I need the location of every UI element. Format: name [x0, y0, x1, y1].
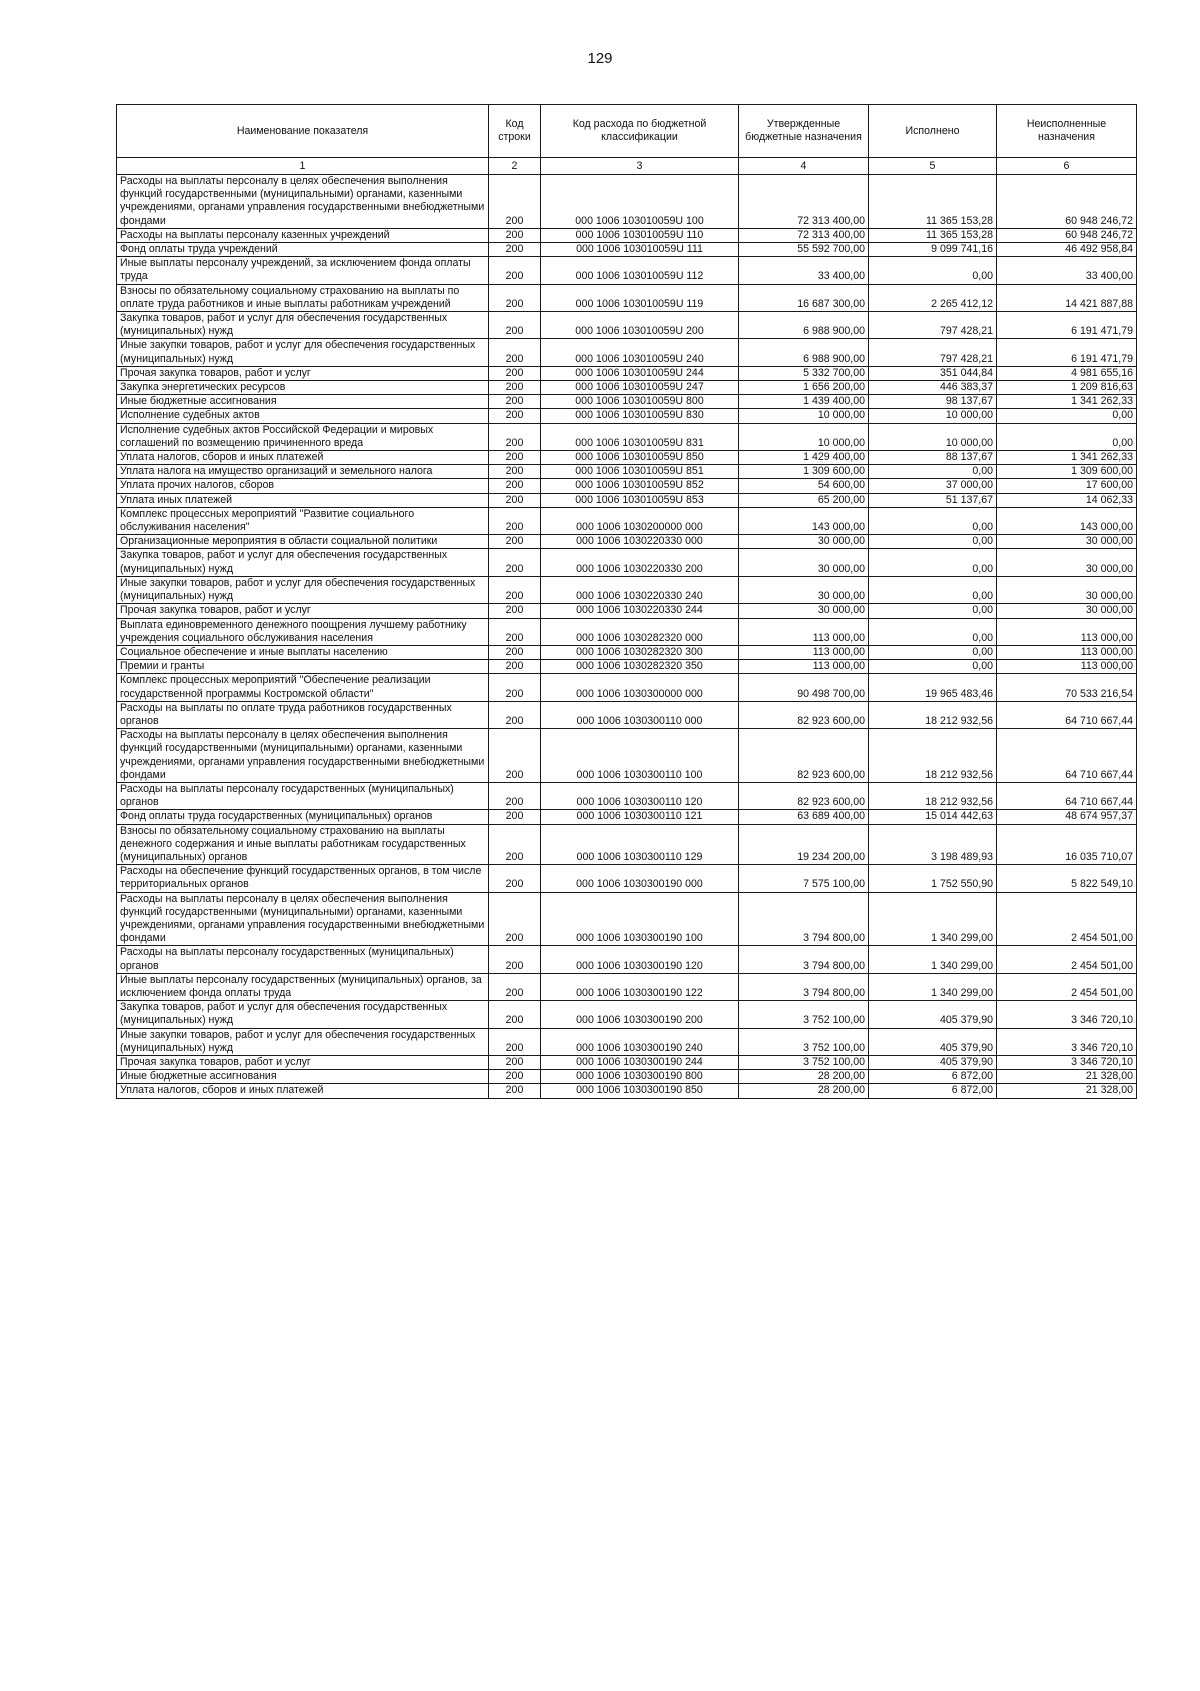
budget-classification-code: 000 1006 103010059U 100 [541, 175, 739, 229]
indicator-name: Фонд оплаты труда государственных (муниципальных) органов [117, 810, 489, 824]
table-row [117, 257, 1137, 284]
unexecuted-amount: 64 710 667,44 [997, 782, 1137, 809]
approved-amount: 143 000,00 [739, 507, 869, 534]
indicator-name: Уплата иных платежей [117, 493, 489, 507]
approved-amount: 10 000,00 [739, 423, 869, 450]
approved-amount: 3 752 100,00 [739, 1001, 869, 1028]
line-code: 200 [489, 423, 541, 450]
table-row [117, 535, 1137, 549]
line-code: 200 [489, 865, 541, 892]
budget-classification-code: 000 1006 1030300190 122 [541, 973, 739, 1000]
indicator-name: Прочая закупка товаров, работ и услуг [117, 604, 489, 618]
line-code: 200 [489, 339, 541, 366]
line-code: 200 [489, 1084, 541, 1098]
budget-classification-code: 000 1006 103010059U 800 [541, 395, 739, 409]
executed-amount: 6 872,00 [869, 1070, 997, 1084]
executed-amount: 405 379,90 [869, 1001, 997, 1028]
table-row [117, 1056, 1137, 1070]
budget-classification-code: 000 1006 103010059U 853 [541, 493, 739, 507]
table-row [117, 810, 1137, 824]
unexecuted-amount: 30 000,00 [997, 535, 1137, 549]
approved-amount: 113 000,00 [739, 645, 869, 659]
column-header-approved: Утвержденные бюджетные назначения [739, 105, 869, 158]
executed-amount: 797 428,21 [869, 339, 997, 366]
approved-amount: 65 200,00 [739, 493, 869, 507]
indicator-name: Прочая закупка товаров, работ и услуг [117, 366, 489, 380]
indicator-name: Взносы по обязательному социальному страхованию на выплаты по оплате труда работников и иные выплаты работникам учреждений [117, 284, 489, 311]
budget-classification-code: 000 1006 1030300190 244 [541, 1056, 739, 1070]
budget-classification-code: 000 1006 1030220330 000 [541, 535, 739, 549]
executed-amount: 18 212 932,56 [869, 701, 997, 728]
table-row [117, 243, 1137, 257]
approved-amount: 72 313 400,00 [739, 228, 869, 242]
indicator-name: Уплата налога на имущество организаций и земельного налога [117, 465, 489, 479]
budget-classification-code: 000 1006 1030220330 200 [541, 549, 739, 576]
line-code: 200 [489, 660, 541, 674]
unexecuted-amount: 2 454 501,00 [997, 973, 1137, 1000]
indicator-name: Иные закупки товаров, работ и услуг для обеспечения государственных (муниципальных) нужд [117, 1028, 489, 1055]
approved-amount: 1 439 400,00 [739, 395, 869, 409]
budget-classification-code: 000 1006 103010059U 851 [541, 465, 739, 479]
indicator-name: Расходы на выплаты по оплате труда работников государственных органов [117, 701, 489, 728]
approved-amount: 72 313 400,00 [739, 175, 869, 229]
executed-amount: 10 000,00 [869, 409, 997, 423]
indicator-name: Расходы на обеспечение функций государственных органов, в том числе территориальных органов [117, 865, 489, 892]
table-row [117, 865, 1137, 892]
table-row [117, 1070, 1137, 1084]
column-number: 3 [541, 158, 739, 175]
approved-amount: 19 234 200,00 [739, 824, 869, 865]
indicator-name: Комплекс процессных мероприятий "Развитие социального обслуживания населения" [117, 507, 489, 534]
table-row [117, 824, 1137, 865]
table-row [117, 381, 1137, 395]
indicator-name: Иные выплаты персоналу государственных (муниципальных) органов, за исключением фонда оплаты труда [117, 973, 489, 1000]
approved-amount: 30 000,00 [739, 576, 869, 603]
approved-amount: 16 687 300,00 [739, 284, 869, 311]
table-row [117, 973, 1137, 1000]
budget-classification-code: 000 1006 103010059U 830 [541, 409, 739, 423]
column-header-code: Код строки [489, 105, 541, 158]
line-code: 200 [489, 782, 541, 809]
approved-amount: 113 000,00 [739, 660, 869, 674]
unexecuted-amount: 5 822 549,10 [997, 865, 1137, 892]
table-row [117, 409, 1137, 423]
unexecuted-amount: 64 710 667,44 [997, 729, 1137, 783]
unexecuted-amount: 0,00 [997, 423, 1137, 450]
unexecuted-amount: 16 035 710,07 [997, 824, 1137, 865]
approved-amount: 6 988 900,00 [739, 339, 869, 366]
table-row [117, 493, 1137, 507]
unexecuted-amount: 113 000,00 [997, 618, 1137, 645]
indicator-name: Расходы на выплаты персоналу в целях обеспечения выполнения функций государственными (муниципальными) органами, казенными учреждениями, органами управления государственными внебюджетными фондами [117, 175, 489, 229]
budget-execution-table [116, 104, 1137, 1099]
indicator-name: Исполнение судебных актов Российской Федерации и мировых соглашений по возмещению причиненного вреда [117, 423, 489, 450]
line-code: 200 [489, 381, 541, 395]
table-row [117, 1084, 1137, 1098]
line-code: 200 [489, 507, 541, 534]
executed-amount: 15 014 442,63 [869, 810, 997, 824]
unexecuted-amount: 46 492 958,84 [997, 243, 1137, 257]
executed-amount: 98 137,67 [869, 395, 997, 409]
budget-classification-code: 000 1006 103010059U 850 [541, 451, 739, 465]
unexecuted-amount: 21 328,00 [997, 1084, 1137, 1098]
table-row [117, 339, 1137, 366]
approved-amount: 1 309 600,00 [739, 465, 869, 479]
column-number-row [117, 158, 1137, 175]
table-row [117, 892, 1137, 946]
approved-amount: 30 000,00 [739, 549, 869, 576]
table-row [117, 284, 1137, 311]
executed-amount: 6 872,00 [869, 1084, 997, 1098]
unexecuted-amount: 1 209 816,63 [997, 381, 1137, 395]
unexecuted-amount: 14 421 887,88 [997, 284, 1137, 311]
indicator-name: Расходы на выплаты персоналу государственных (муниципальных) органов [117, 946, 489, 973]
indicator-name: Организационные мероприятия в области социальной политики [117, 535, 489, 549]
line-code: 200 [489, 892, 541, 946]
indicator-name: Прочая закупка товаров, работ и услуг [117, 1056, 489, 1070]
indicator-name: Иные бюджетные ассигнования [117, 395, 489, 409]
line-code: 200 [489, 1070, 541, 1084]
column-number: 6 [997, 158, 1137, 175]
executed-amount: 0,00 [869, 549, 997, 576]
executed-amount: 797 428,21 [869, 312, 997, 339]
line-code: 200 [489, 395, 541, 409]
line-code: 200 [489, 824, 541, 865]
line-code: 200 [489, 1001, 541, 1028]
unexecuted-amount: 6 191 471,79 [997, 339, 1137, 366]
budget-classification-code: 000 1006 1030300110 000 [541, 701, 739, 728]
table-row [117, 175, 1137, 229]
line-code: 200 [489, 1056, 541, 1070]
line-code: 200 [489, 366, 541, 380]
approved-amount: 1 429 400,00 [739, 451, 869, 465]
budget-classification-code: 000 1006 103010059U 112 [541, 257, 739, 284]
unexecuted-amount: 30 000,00 [997, 576, 1137, 603]
unexecuted-amount: 30 000,00 [997, 604, 1137, 618]
line-code: 200 [489, 549, 541, 576]
indicator-name: Выплата единовременного денежного поощрения лучшему работнику учреждения социального обслуживания населения [117, 618, 489, 645]
approved-amount: 3 794 800,00 [739, 946, 869, 973]
column-number: 2 [489, 158, 541, 175]
table-row [117, 1001, 1137, 1028]
column-number: 1 [117, 158, 489, 175]
approved-amount: 55 592 700,00 [739, 243, 869, 257]
budget-classification-code: 000 1006 1030200000 000 [541, 507, 739, 534]
budget-classification-code: 000 1006 103010059U 200 [541, 312, 739, 339]
approved-amount: 82 923 600,00 [739, 729, 869, 783]
page-number: 129 [587, 50, 613, 67]
indicator-name: Уплата налогов, сборов и иных платежей [117, 1084, 489, 1098]
indicator-name: Расходы на выплаты персоналу государственных (муниципальных) органов [117, 782, 489, 809]
column-number: 5 [869, 158, 997, 175]
table-body [117, 175, 1137, 1099]
line-code: 200 [489, 604, 541, 618]
executed-amount: 0,00 [869, 507, 997, 534]
approved-amount: 82 923 600,00 [739, 701, 869, 728]
line-code: 200 [489, 576, 541, 603]
budget-classification-code: 000 1006 103010059U 240 [541, 339, 739, 366]
line-code: 200 [489, 729, 541, 783]
executed-amount: 2 265 412,12 [869, 284, 997, 311]
indicator-name: Иные выплаты персоналу учреждений, за исключением фонда оплаты труда [117, 257, 489, 284]
table-row [117, 465, 1137, 479]
unexecuted-amount: 60 948 246,72 [997, 175, 1137, 229]
approved-amount: 5 332 700,00 [739, 366, 869, 380]
header-row [117, 105, 1137, 158]
table-row [117, 701, 1137, 728]
budget-classification-code: 000 1006 103010059U 119 [541, 284, 739, 311]
budget-classification-code: 000 1006 1030300190 200 [541, 1001, 739, 1028]
indicator-name: Исполнение судебных актов [117, 409, 489, 423]
table-row [117, 423, 1137, 450]
budget-classification-code: 000 1006 1030300190 100 [541, 892, 739, 946]
line-code: 200 [489, 479, 541, 493]
budget-classification-code: 000 1006 1030300110 100 [541, 729, 739, 783]
approved-amount: 63 689 400,00 [739, 810, 869, 824]
column-header-unexecuted: Неисполненные назначения [997, 105, 1137, 158]
unexecuted-amount: 113 000,00 [997, 660, 1137, 674]
line-code: 200 [489, 973, 541, 1000]
table-row [117, 618, 1137, 645]
approved-amount: 30 000,00 [739, 535, 869, 549]
budget-classification-code: 000 1006 1030282320 000 [541, 618, 739, 645]
approved-amount: 30 000,00 [739, 604, 869, 618]
line-code: 200 [489, 465, 541, 479]
line-code: 200 [489, 810, 541, 824]
budget-classification-code: 000 1006 1030300190 850 [541, 1084, 739, 1098]
indicator-name: Фонд оплаты труда учреждений [117, 243, 489, 257]
indicator-name: Закупка товаров, работ и услуг для обеспечения государственных (муниципальных) нужд [117, 312, 489, 339]
unexecuted-amount: 6 191 471,79 [997, 312, 1137, 339]
unexecuted-amount: 30 000,00 [997, 549, 1137, 576]
unexecuted-amount: 3 346 720,10 [997, 1056, 1137, 1070]
indicator-name: Иные закупки товаров, работ и услуг для обеспечения государственных (муниципальных) нужд [117, 339, 489, 366]
budget-classification-code: 000 1006 1030300190 800 [541, 1070, 739, 1084]
unexecuted-amount: 17 600,00 [997, 479, 1137, 493]
unexecuted-amount: 143 000,00 [997, 507, 1137, 534]
indicator-name: Закупка товаров, работ и услуг для обеспечения государственных (муниципальных) нужд [117, 1001, 489, 1028]
budget-classification-code: 000 1006 103010059U 247 [541, 381, 739, 395]
unexecuted-amount: 113 000,00 [997, 645, 1137, 659]
budget-classification-code: 000 1006 1030300000 000 [541, 674, 739, 701]
executed-amount: 405 379,90 [869, 1056, 997, 1070]
table-row [117, 479, 1137, 493]
indicator-name: Расходы на выплаты персоналу в целях обеспечения выполнения функций государственными (муниципальными) органами, казенными учреждениями, органами управления государственными внебюджетными фондами [117, 729, 489, 783]
executed-amount: 10 000,00 [869, 423, 997, 450]
budget-classification-code: 000 1006 103010059U 852 [541, 479, 739, 493]
executed-amount: 0,00 [869, 660, 997, 674]
table-row [117, 395, 1137, 409]
indicator-name: Премии и гранты [117, 660, 489, 674]
budget-classification-code: 000 1006 1030300190 240 [541, 1028, 739, 1055]
unexecuted-amount: 3 346 720,10 [997, 1028, 1137, 1055]
executed-amount: 0,00 [869, 618, 997, 645]
executed-amount: 1 340 299,00 [869, 973, 997, 1000]
unexecuted-amount: 70 533 216,54 [997, 674, 1137, 701]
executed-amount: 0,00 [869, 465, 997, 479]
executed-amount: 0,00 [869, 576, 997, 603]
indicator-name: Закупка энергетических ресурсов [117, 381, 489, 395]
unexecuted-amount: 1 341 262,33 [997, 395, 1137, 409]
table-row [117, 549, 1137, 576]
unexecuted-amount: 2 454 501,00 [997, 946, 1137, 973]
executed-amount: 18 212 932,56 [869, 729, 997, 783]
approved-amount: 28 200,00 [739, 1070, 869, 1084]
table-row [117, 507, 1137, 534]
unexecuted-amount: 14 062,33 [997, 493, 1137, 507]
unexecuted-amount: 0,00 [997, 409, 1137, 423]
column-number: 4 [739, 158, 869, 175]
budget-classification-code: 000 1006 103010059U 244 [541, 366, 739, 380]
unexecuted-amount: 21 328,00 [997, 1070, 1137, 1084]
line-code: 200 [489, 1028, 541, 1055]
executed-amount: 3 198 489,93 [869, 824, 997, 865]
approved-amount: 7 575 100,00 [739, 865, 869, 892]
budget-classification-code: 000 1006 1030220330 244 [541, 604, 739, 618]
executed-amount: 446 383,37 [869, 381, 997, 395]
approved-amount: 82 923 600,00 [739, 782, 869, 809]
column-header-name: Наименование показателя [117, 105, 489, 158]
indicator-name: Социальное обеспечение и иные выплаты населению [117, 645, 489, 659]
executed-amount: 1 340 299,00 [869, 946, 997, 973]
executed-amount: 405 379,90 [869, 1028, 997, 1055]
approved-amount: 1 656 200,00 [739, 381, 869, 395]
line-code: 200 [489, 243, 541, 257]
executed-amount: 0,00 [869, 535, 997, 549]
column-header-executed: Исполнено [869, 105, 997, 158]
approved-amount: 3 752 100,00 [739, 1028, 869, 1055]
unexecuted-amount: 2 454 501,00 [997, 892, 1137, 946]
table-row [117, 729, 1137, 783]
executed-amount: 37 000,00 [869, 479, 997, 493]
line-code: 200 [489, 175, 541, 229]
unexecuted-amount: 1 309 600,00 [997, 465, 1137, 479]
budget-classification-code: 000 1006 1030282320 350 [541, 660, 739, 674]
executed-amount: 0,00 [869, 257, 997, 284]
line-code: 200 [489, 228, 541, 242]
indicator-name: Расходы на выплаты персоналу казенных учреждений [117, 228, 489, 242]
approved-amount: 113 000,00 [739, 618, 869, 645]
line-code: 200 [489, 451, 541, 465]
indicator-name: Комплекс процессных мероприятий "Обеспечение реализации государственной программы Костромской области" [117, 674, 489, 701]
line-code: 200 [489, 409, 541, 423]
line-code: 200 [489, 493, 541, 507]
table-row [117, 604, 1137, 618]
executed-amount: 18 212 932,56 [869, 782, 997, 809]
budget-classification-code: 000 1006 103010059U 831 [541, 423, 739, 450]
executed-amount: 0,00 [869, 645, 997, 659]
approved-amount: 54 600,00 [739, 479, 869, 493]
line-code: 200 [489, 535, 541, 549]
line-code: 200 [489, 618, 541, 645]
table-row [117, 782, 1137, 809]
budget-classification-code: 000 1006 1030300110 121 [541, 810, 739, 824]
executed-amount: 51 137,67 [869, 493, 997, 507]
approved-amount: 3 794 800,00 [739, 892, 869, 946]
table-row [117, 1028, 1137, 1055]
executed-amount: 9 099 741,16 [869, 243, 997, 257]
approved-amount: 6 988 900,00 [739, 312, 869, 339]
budget-classification-code: 000 1006 1030300110 129 [541, 824, 739, 865]
table-row [117, 660, 1137, 674]
approved-amount: 10 000,00 [739, 409, 869, 423]
table-row [117, 576, 1137, 603]
unexecuted-amount: 60 948 246,72 [997, 228, 1137, 242]
budget-classification-code: 000 1006 1030300110 120 [541, 782, 739, 809]
approved-amount: 3 752 100,00 [739, 1056, 869, 1070]
unexecuted-amount: 48 674 957,37 [997, 810, 1137, 824]
executed-amount: 1 752 550,90 [869, 865, 997, 892]
executed-amount: 1 340 299,00 [869, 892, 997, 946]
budget-classification-code: 000 1006 1030282320 300 [541, 645, 739, 659]
line-code: 200 [489, 701, 541, 728]
indicator-name: Иные бюджетные ассигнования [117, 1070, 489, 1084]
line-code: 200 [489, 946, 541, 973]
table-row [117, 366, 1137, 380]
line-code: 200 [489, 645, 541, 659]
approved-amount: 33 400,00 [739, 257, 869, 284]
column-header-budget-code: Код расхода по бюджетной классификации [541, 105, 739, 158]
approved-amount: 28 200,00 [739, 1084, 869, 1098]
budget-classification-code: 000 1006 103010059U 110 [541, 228, 739, 242]
executed-amount: 11 365 153,28 [869, 175, 997, 229]
unexecuted-amount: 33 400,00 [997, 257, 1137, 284]
budget-classification-code: 000 1006 1030220330 240 [541, 576, 739, 603]
executed-amount: 19 965 483,46 [869, 674, 997, 701]
executed-amount: 351 044,84 [869, 366, 997, 380]
executed-amount: 0,00 [869, 604, 997, 618]
table-row [117, 312, 1137, 339]
executed-amount: 88 137,67 [869, 451, 997, 465]
line-code: 200 [489, 257, 541, 284]
budget-classification-code: 000 1006 1030300190 120 [541, 946, 739, 973]
indicator-name: Взносы по обязательному социальному страхованию на выплаты денежного содержания и иные выплаты работникам государственных (муниципальных) органов [117, 824, 489, 865]
unexecuted-amount: 64 710 667,44 [997, 701, 1137, 728]
indicator-name: Расходы на выплаты персоналу в целях обеспечения выполнения функций государственными (муниципальными) органами, казенными учреждениями, органами управления государственными внебюджетными фондами [117, 892, 489, 946]
table-row [117, 451, 1137, 465]
unexecuted-amount: 4 981 655,16 [997, 366, 1137, 380]
budget-classification-code: 000 1006 1030300190 000 [541, 865, 739, 892]
line-code: 200 [489, 674, 541, 701]
indicator-name: Иные закупки товаров, работ и услуг для обеспечения государственных (муниципальных) нужд [117, 576, 489, 603]
approved-amount: 3 794 800,00 [739, 973, 869, 1000]
indicator-name: Уплата прочих налогов, сборов [117, 479, 489, 493]
line-code: 200 [489, 284, 541, 311]
table-row [117, 946, 1137, 973]
table-row [117, 645, 1137, 659]
approved-amount: 90 498 700,00 [739, 674, 869, 701]
indicator-name: Уплата налогов, сборов и иных платежей [117, 451, 489, 465]
unexecuted-amount: 1 341 262,33 [997, 451, 1137, 465]
table-row [117, 674, 1137, 701]
budget-classification-code: 000 1006 103010059U 111 [541, 243, 739, 257]
executed-amount: 11 365 153,28 [869, 228, 997, 242]
line-code: 200 [489, 312, 541, 339]
table-row [117, 228, 1137, 242]
indicator-name: Закупка товаров, работ и услуг для обеспечения государственных (муниципальных) нужд [117, 549, 489, 576]
unexecuted-amount: 3 346 720,10 [997, 1001, 1137, 1028]
